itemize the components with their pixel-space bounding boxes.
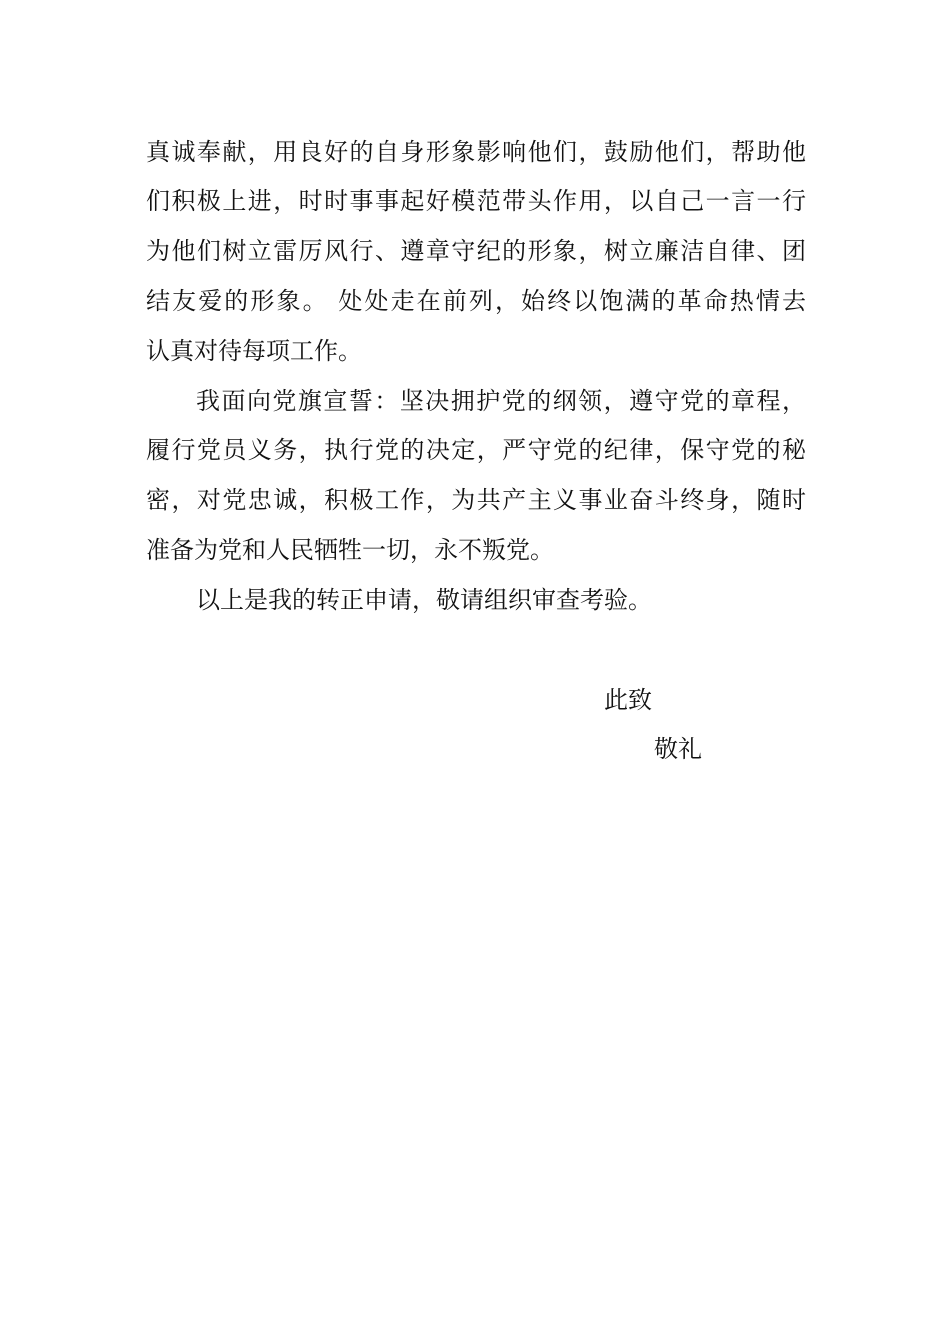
text-line: 履行党员义务，执行党的决定，严守党的纪律，保守党的秘 [146, 436, 806, 464]
text-line: 们积极上进，时时事事起好模范带头作用，以自己一言一行 [146, 187, 806, 215]
text-line: 结友爱的形象。 处处走在前列，始终以饱满的革命热情去 [146, 287, 806, 315]
text-line: 为他们树立雷厉风行、遵章守纪的形象，树立廉洁自律、团 [146, 237, 806, 265]
text-line: 我面向党旗宣誓：坚决拥护党的纲领，遵守党的章程， [196, 387, 806, 415]
closing-regards: 敬礼 [654, 735, 702, 763]
text-line: 认真对待每项工作。 [146, 337, 362, 365]
text-line: 准备为党和人民牺牲一切，永不叛党。 [146, 536, 554, 564]
closing-salutation: 此致 [604, 686, 652, 714]
text-line: 真诚奉献，用良好的自身形象影响他们，鼓励他们，帮助他 [146, 138, 806, 166]
text-line: 以上是我的转正申请，敬请组织审查考验。 [196, 586, 652, 614]
text-line: 密，对党忠诚，积极工作，为共产主义事业奋斗终身，随时 [146, 486, 806, 514]
